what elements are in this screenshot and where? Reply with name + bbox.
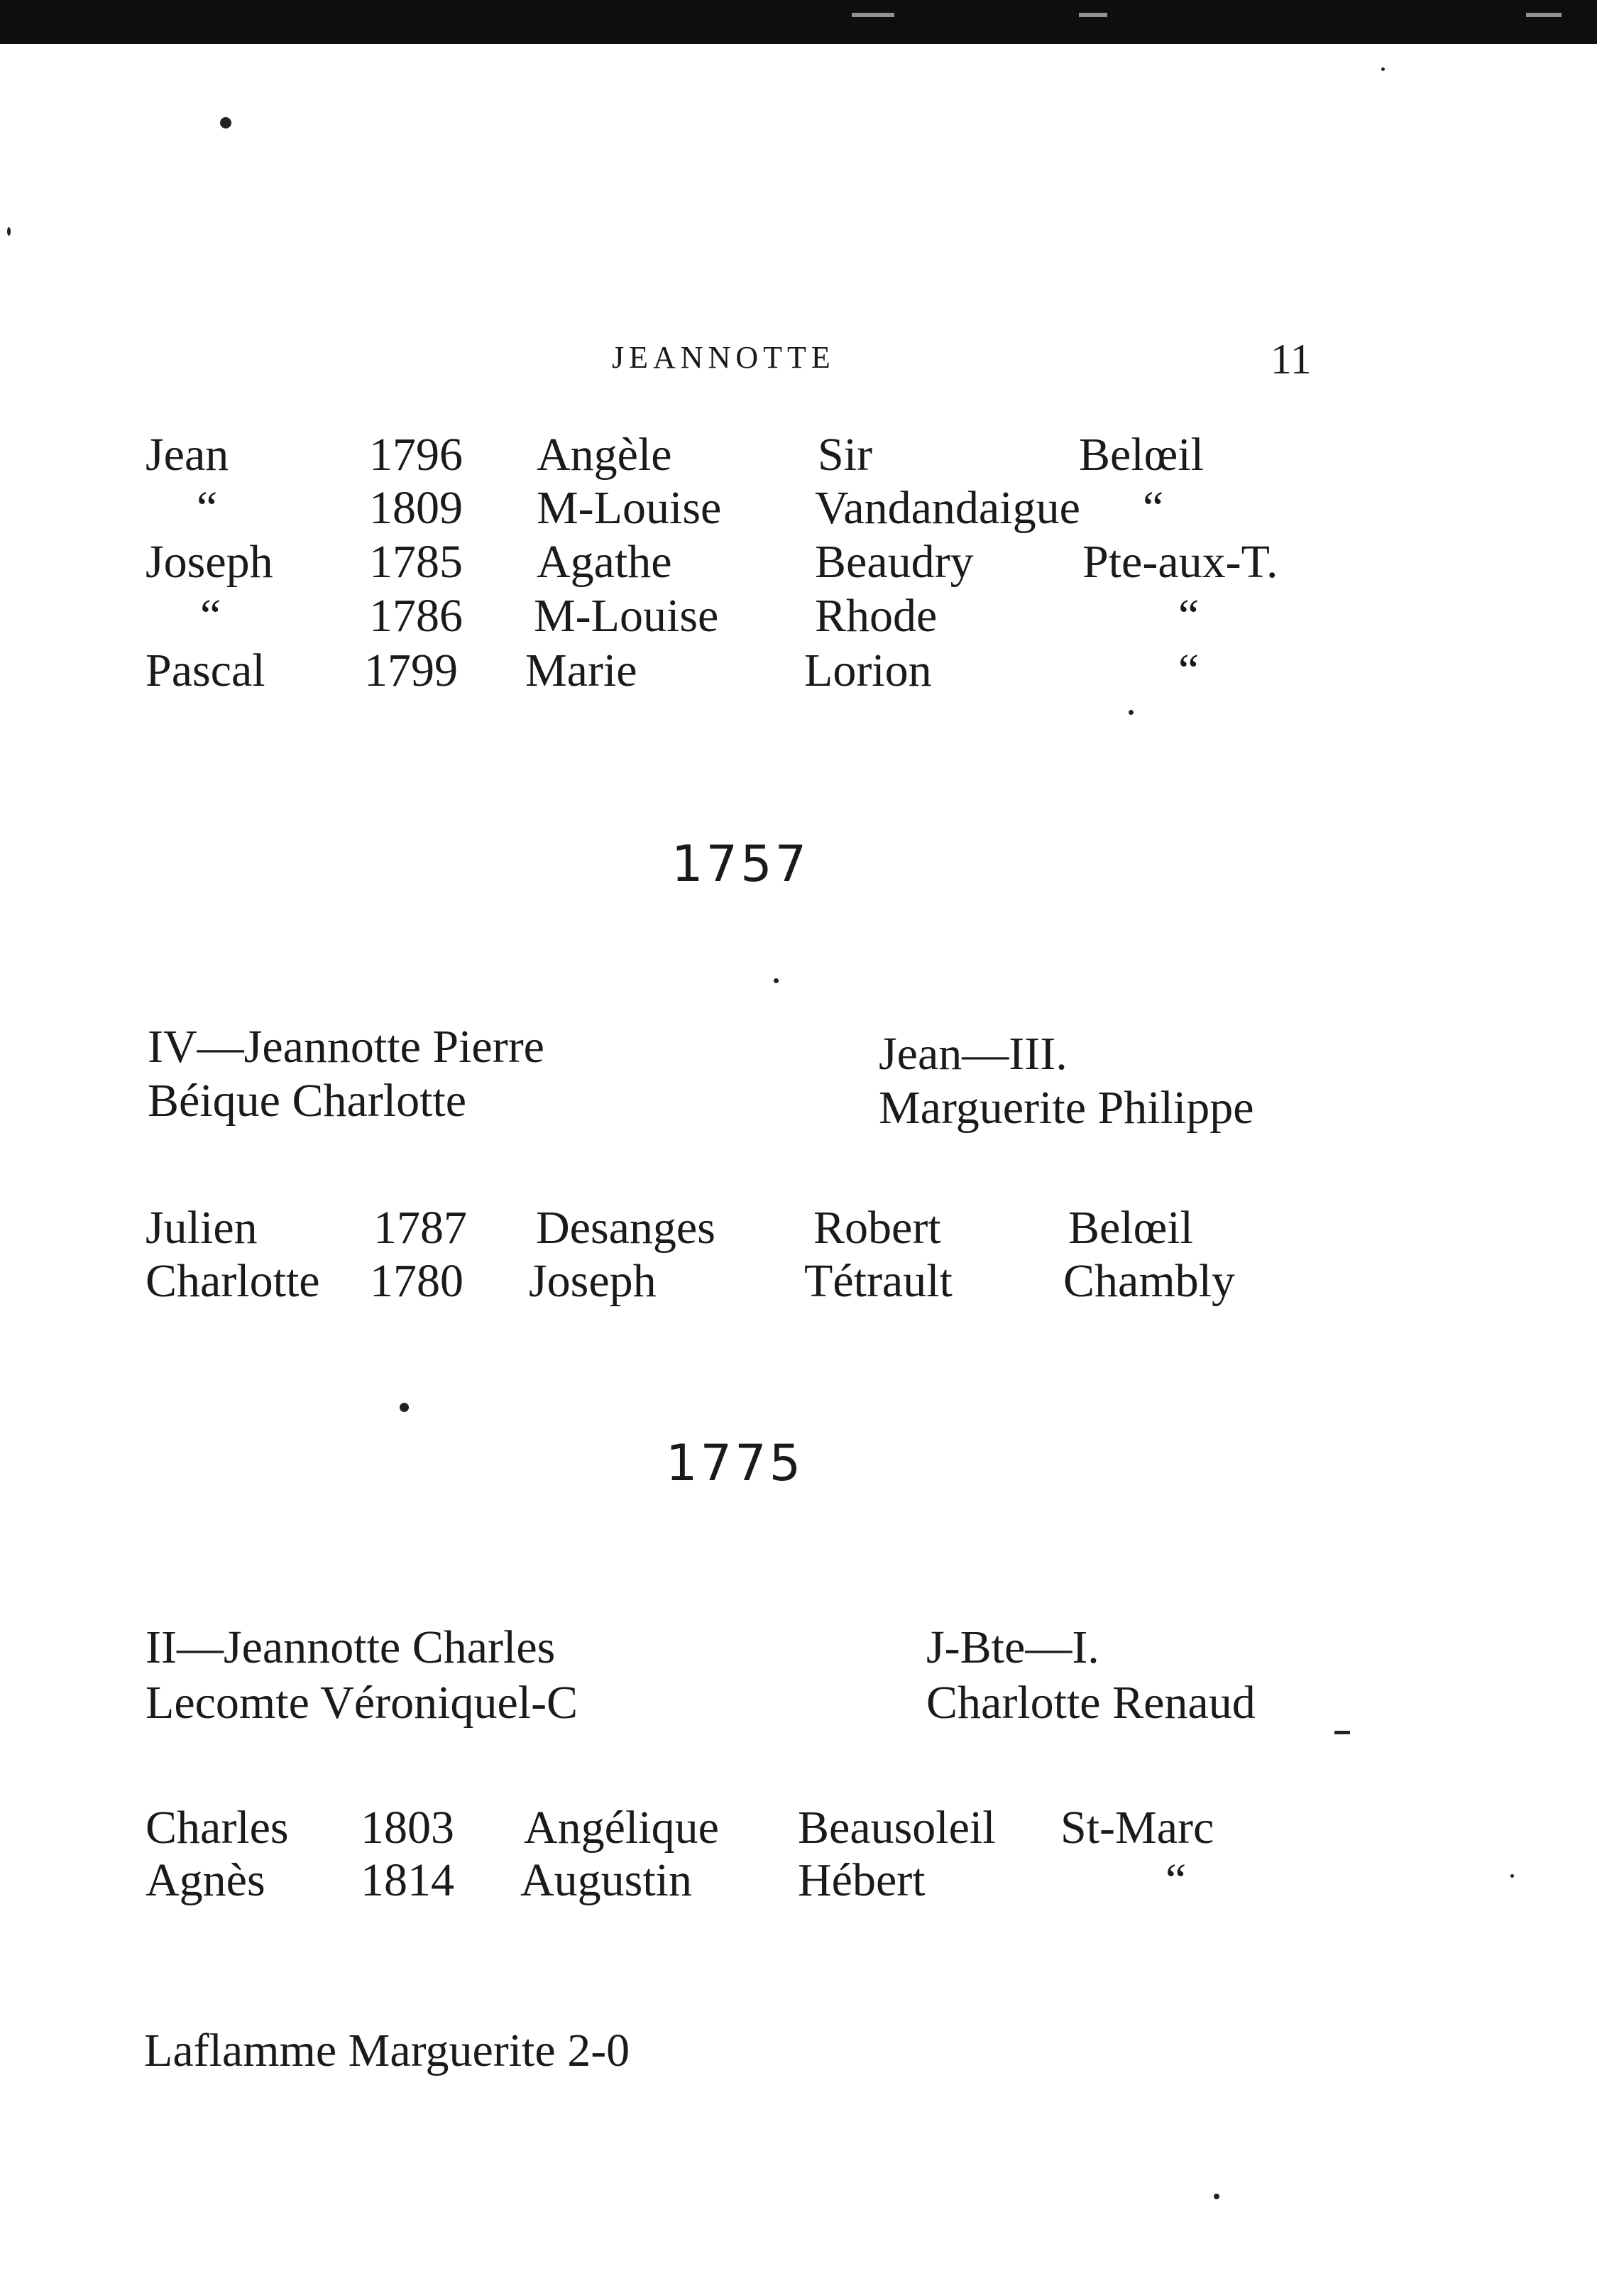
spouse-given-name: Augustin <box>520 1854 693 1906</box>
wife-line: Béique Charlotte <box>148 1075 467 1127</box>
year: 1787 <box>373 1202 467 1254</box>
parish: Belœil <box>1068 1202 1193 1254</box>
spouse-given-name: Joseph <box>529 1255 657 1307</box>
father-line: J-Bte—I. <box>926 1621 1099 1673</box>
spouse-given-name: Angélique <box>524 1802 719 1854</box>
year: 1803 <box>361 1802 454 1854</box>
husband-line: II—Jeannotte Charles <box>146 1621 556 1673</box>
scan-speck <box>1129 710 1134 715</box>
section-year-1775: 1775 <box>666 1434 804 1492</box>
year: 1780 <box>370 1255 463 1307</box>
spouse-given-name: Agathe <box>537 536 672 588</box>
mother-line: Marguerite Philippe <box>879 1082 1254 1134</box>
spouse-given-name: Angèle <box>537 429 672 481</box>
scan-speck <box>7 227 11 236</box>
spouse-surname: Sir <box>818 429 873 481</box>
spouse-given-name: Desanges <box>536 1202 715 1254</box>
father-line: Jean—III. <box>879 1028 1068 1080</box>
page-number: 11 <box>1271 336 1312 383</box>
spouse-surname: Beaudry <box>815 536 974 588</box>
ditto-mark: “ <box>200 590 221 642</box>
year: 1785 <box>369 536 463 588</box>
spouse-surname: Tétrault <box>804 1255 953 1307</box>
parish: St-Marc <box>1060 1802 1214 1854</box>
ditto-mark: “ <box>1178 645 1200 696</box>
ditto-mark: “ <box>197 482 218 534</box>
given-name: Jean <box>146 429 229 481</box>
scan-speck <box>774 978 779 983</box>
given-name: Charlotte <box>146 1255 320 1307</box>
running-head: JEANNOTTE <box>612 340 835 375</box>
parish: Belœil <box>1079 429 1204 481</box>
spouse-given-name: M-Louise <box>534 590 719 642</box>
scan-top-border <box>0 0 1597 44</box>
scan-speck <box>220 117 231 128</box>
year: 1786 <box>369 590 463 642</box>
section-year-1757: 1757 <box>671 835 810 893</box>
spouse-surname: Hébert <box>798 1854 926 1906</box>
parish: Pte-aux-T. <box>1082 536 1278 588</box>
ditto-mark: “ <box>1165 1854 1187 1906</box>
scan-speck <box>1214 2194 1219 2199</box>
given-name: Charles <box>146 1802 289 1854</box>
parish: Chambly <box>1063 1255 1235 1307</box>
scan-speck <box>1510 1874 1514 1878</box>
scan-speck <box>400 1403 409 1412</box>
year: 1799 <box>364 645 458 696</box>
stray-mark <box>1334 1731 1350 1734</box>
year: 1796 <box>369 429 463 481</box>
given-name: Joseph <box>146 536 273 588</box>
year: 1809 <box>369 482 463 534</box>
footer-entry: Laflamme Marguerite 2-0 <box>144 2025 630 2076</box>
given-name: Julien <box>146 1202 258 1254</box>
year: 1814 <box>361 1854 454 1906</box>
spouse-surname: Lorion <box>804 645 932 696</box>
spouse-surname: Beausoleil <box>798 1802 996 1854</box>
scan-noise <box>1526 13 1562 17</box>
spouse-given-name: M-Louise <box>537 482 722 534</box>
scan-speck <box>1381 67 1385 71</box>
given-name: Agnès <box>146 1854 265 1906</box>
mother-line: Charlotte Renaud <box>926 1677 1256 1729</box>
ditto-mark: “ <box>1178 590 1200 642</box>
wife-line: Lecomte Véroniquel-C <box>146 1677 578 1729</box>
spouse-surname: Rhode <box>815 590 938 642</box>
husband-line: IV—Jeannotte Pierre <box>148 1021 544 1073</box>
spouse-surname: Vandandaigue <box>815 482 1080 534</box>
spouse-given-name: Marie <box>525 645 637 696</box>
scan-noise <box>1079 13 1107 17</box>
ditto-mark: “ <box>1143 482 1164 534</box>
spouse-surname: Robert <box>813 1202 941 1254</box>
scan-noise <box>852 13 894 17</box>
given-name: Pascal <box>146 645 265 696</box>
